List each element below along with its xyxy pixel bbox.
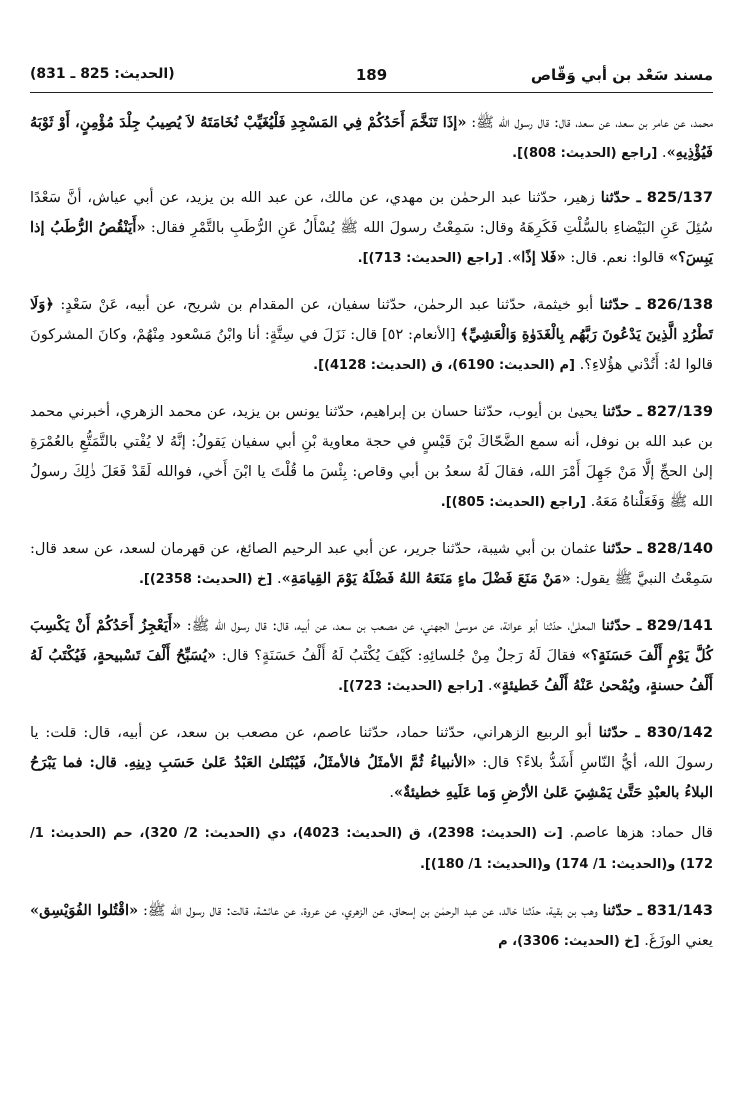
hadith-text: «أَيَعْجِزُ أَحَدُكُمْ أَنْ يَكْسِبَ كُلَّ يَوْمٍ أَلْفَ حَسَنَةٍ؟» <box>30 617 714 664</box>
hadith-text: «مَنْ مَنَعَ فَضْلَ ماءٍ مَنَعَهُ اللهُ فَضْلَهُ يَوْمَ القِيامَةِ» <box>281 570 571 587</box>
hadith-number: 828/140 <box>646 540 714 557</box>
page-header <box>30 66 713 93</box>
hadith-number: 825/137 <box>646 189 714 206</box>
narration-lead: ـ حدّثنا <box>600 189 641 206</box>
narration-text: قال حماد: هزها عاصم. <box>562 824 713 841</box>
narration-text: المعلىٰ، حدّثنا أبو عوانة، عن موسىٰ الجهني، عن مصعب بن سعد، عن أبيه، قال: قال رسول الله ﷺ: <box>181 617 602 634</box>
narration-text: . <box>502 249 513 266</box>
hadith-828 <box>30 534 713 595</box>
hadith-825 <box>30 183 713 274</box>
page-body <box>30 108 713 973</box>
narration-text: محمد، عن عامر بن سعد، عن سعد، قال: قال رسول الله ﷺ: <box>466 114 713 131</box>
hadith-number: 829/141 <box>646 617 714 634</box>
narration-text: . <box>483 677 493 694</box>
reference: [راجع (الحديث: 723)]. <box>338 679 484 694</box>
narration-lead: ـ حدّثنا <box>601 617 642 634</box>
narration-text: [الأنعام: ٥٢] قال: نَزَلَ في سِتَّةٍ: أنا وابْنُ مَسْعود مِنْهُمْ، وكانَ المشركونَ قالوا لهُ: أَتُدْني هؤُلاءِ؟. <box>30 326 713 373</box>
reference: [راجع (الحديث: 713)]. <box>357 251 503 266</box>
hadith-number: 830/142 <box>646 724 713 741</box>
narration-text: قالوا: نعم. قال: <box>565 249 670 266</box>
reference: [راجع (الحديث: 805)]. <box>440 495 586 510</box>
reference: [ت (الحديث: 2398)، ق (الحديث: 4023)، دي (الحديث: 2/ 320)، حم (الحديث: 1/ 172) و(الحديث: 1/ 174) و(الحديث: 1/ 180)]. <box>30 826 713 872</box>
narration-text: أبو خيثمة، حدّثنا عبد الرحمٰن، حدّثنا سفيان، عن المقدام بن شريح، عن أبيه، عَنْ سَعْدٍ: <box>53 296 600 313</box>
reference: [خ (الحديث: 2358)]. <box>138 572 273 587</box>
hadith-number: 826/138 <box>646 296 713 313</box>
page-number: 189 <box>355 66 388 84</box>
narration-text: . <box>272 570 282 587</box>
narration-text: عثمان بن أبي شيبة، حدّثنا جرير، عن أبي عبد الرحيم الصائغ، عن قهرمان لسعد، عن سعد قال: سَمِعْتُ النبيَّ ﷺ يقول: <box>30 540 713 587</box>
narration-lead: ـ حدّثنا <box>602 540 642 557</box>
narration-lead: ـ حدّثنا <box>599 296 641 313</box>
reference: [م (الحديث: 6190)، ق (الحديث: 4128)]. <box>313 358 575 373</box>
narration-lead: ـ حدّثنا <box>602 902 642 919</box>
narration-text: فقالَ لَهُ رَجلٌ مِنْ جُلسائِهِ: كَيْفَ يُكْتَبُ لَهُ أَلْفُ حَسَنَةٍ؟ قال: <box>216 647 582 664</box>
hadith-830 <box>30 718 713 808</box>
hadith-number: 827/139 <box>646 403 714 420</box>
narration-text: يعني الوزَغَ. <box>639 932 713 949</box>
narration-text: زهير، حدّثنا عبد الرحمٰن بن مهدي، عن مالك، عن عبد الله بن يزيد، عن أبي عياش، أنَّ سَعْدًا سُئِلَ عَنِ البَيْضاءِ بالسُّلْتِ فَكَرِهَهُ وقال: سَمِعْتُ رسولَ الله ﷺ يُسْأَلُ عَنِ الرُّطَبِ بالتَّمْرِ فقال: <box>30 189 714 236</box>
hadith-text: «فَلا إذًا» <box>512 249 566 266</box>
narration-lead: ـ حدّثنا <box>598 724 640 741</box>
paragraph-continuation <box>30 108 713 169</box>
hadith-text: «يُسَبِّحُ أَلْفَ تَسْبيحةٍ، فَيُكْتَبُ لَهُ أَلْفُ حسنةٍ، ويُمْحىٰ عَنْهُ أَلْفُ خَطيئةٍ» <box>30 647 713 694</box>
hadith-830-note <box>30 818 713 880</box>
hadith-range: (الحديث: 825 ـ 831) <box>30 66 175 82</box>
hadith-829 <box>30 611 713 702</box>
narration-text: . <box>657 144 667 161</box>
hadith-text: «إذَا تَنَخَّمَ أَحَدُكُمْ فِي المَسْجِدِ فَلْيُغَيِّبْ نُخَامَتَهُ لاَ يُصِيبُ جِلْدَ مُؤْمِنٍ، أَوْ ثَوْبَهُ فَيُؤْذِيهِ» <box>30 114 713 161</box>
narration-text: . <box>389 784 394 801</box>
hadith-number: 831/143 <box>646 902 714 919</box>
hadith-text: «الأنبياءُ ثُمَّ الأمثَلُ فالأمثَلُ، فَيُبْتَلىٰ العَبْدُ عَلىٰ حَسَبِ دِينِهِ. قال: فما يَبْرَحُ البلاءُ بالعبْدِ حَتَّىٰ يَمْشِيَ عَلىٰ الأرْضِ وَما عَلَيهِ خطيئةٌ» <box>30 754 713 801</box>
running-title: مسند سَعْد بن أبي وَقّاص <box>530 66 713 84</box>
hadith-831 <box>30 896 713 957</box>
hadith-text: «أَيَنْقُصُ الرُّطَبُ إذا يَبِسَ؟» <box>30 219 713 266</box>
reference: [راجع (الحديث: 808)]. <box>512 146 658 161</box>
narration-text: أبو الربيع الزهراني، حدّثنا حماد، حدّثنا عاصم، عن مصعب بن سعد، عن أبيه، قال: قلت: يا رسولَ الله، أيُّ النّاسِ أَشَدُّ بلاءً؟ قال: <box>30 724 713 771</box>
narration-lead: ـ حدّثنا <box>602 403 642 420</box>
hadith-text: «اقْتُلوا الفُوَيْسِق» <box>30 902 139 919</box>
hadith-827 <box>30 397 713 518</box>
narration-text: وهب بن بقية، حدّثنا خالد، عن عبد الرحمٰن بن إسحاق، عن الزهري، عن عروة، عن عائشة، قالت: قال رسول الله ﷺ: <box>138 902 603 919</box>
quran-verse: ﴿وَلَا تَطْرُدِ الَّذِينَ يَدْعُونَ رَبَّهُم بِالْغَدَوٰةِ وَالْعَشِيِّ﴾ <box>30 296 714 343</box>
hadith-826 <box>30 290 713 381</box>
reference: [خ (الحديث: 3306)، م <box>498 934 640 949</box>
narration-text: يحيىٰ بن أيوب، حدّثنا حسان بن إبراهيم، حدّثنا يونس بن يزيد، عن محمد الزهري، أخبرني محمد بن عبد الله بن نوفل، أنه سمع الضَّحّاكَ بْنَ قَيْسٍ في حجة معاوية بْنِ أبي سفيان يَقولُ: إنَّهُ لا يُفْتي بالتَّمَتُّعِ بالعُمْرَةِ إلىٰ الحجِّ إلَّا مَنْ جَهِلَ أَمْرَ الله، فقالَ لَهُ سعدُ بن أبي وقاص: بِئْسَ ما قُلْتَ يا ابْنَ أَخي، فوالله لَقَدْ فَعَلَ ذٰلِكَ رسولُ الله ﷺ وَفَعَلْناهُ مَعَهُ. <box>30 403 713 510</box>
